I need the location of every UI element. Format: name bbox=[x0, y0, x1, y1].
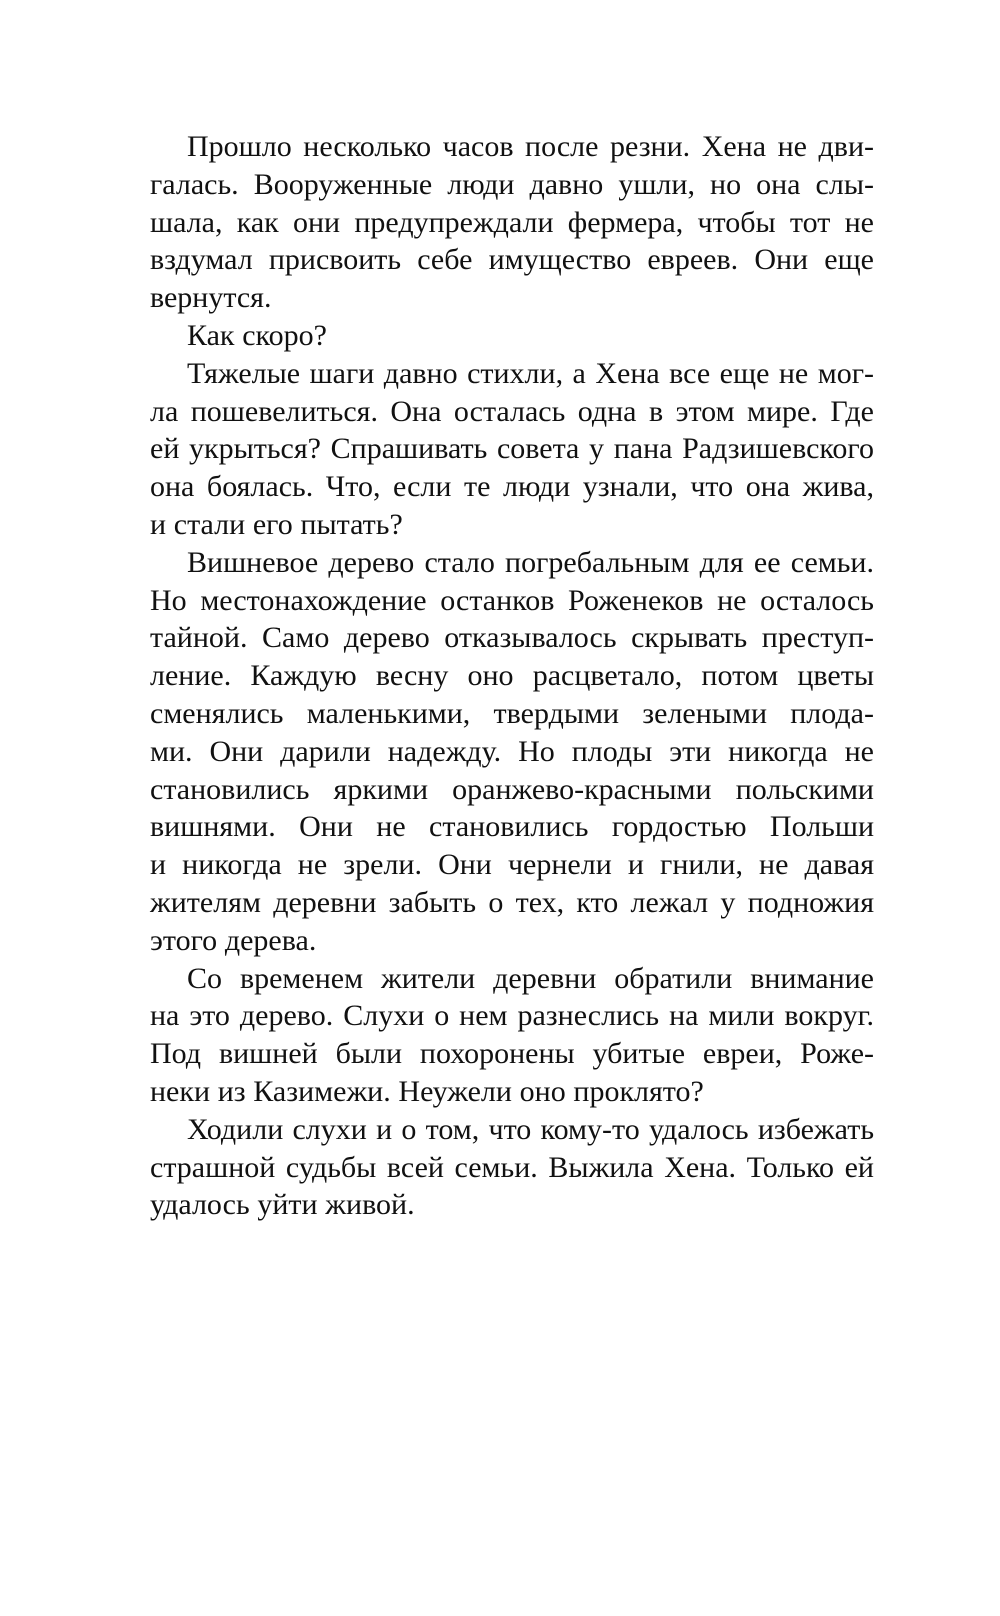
text-line: Но местонахождение останков Роженеков не осталось bbox=[150, 583, 874, 617]
text-line: вернутся. bbox=[150, 281, 272, 315]
text-line: Ходили слухи и о том, что кому-то удалось избежать bbox=[187, 1112, 874, 1146]
text-line: вздумал присвоить себе имущество евреев. Они еще bbox=[150, 243, 874, 277]
body-text bbox=[150, 128, 874, 1224]
text-line: вишнями. Они не становились гордостью Польши bbox=[150, 810, 874, 844]
text-line: ей укрыться? Спрашивать совета у пана Радзишевского bbox=[150, 432, 874, 466]
text-line: Прошло несколько часов после резни. Хена не дви- bbox=[187, 130, 874, 163]
paragraph bbox=[150, 544, 874, 960]
text-line: и никогда не зрели. Они чернели и гнили, не давая bbox=[150, 848, 874, 882]
paragraph bbox=[150, 355, 874, 544]
text-line: ми. Они дарили надежду. Но плоды эти никогда не bbox=[150, 734, 874, 768]
text-line: шала, как они предупреждали фермера, чтобы тот не bbox=[150, 205, 874, 239]
text-line: Под вишней были похоронены убитые евреи, Роже- bbox=[150, 1037, 874, 1071]
text-line: этого дерева. bbox=[150, 923, 317, 957]
paragraph bbox=[150, 128, 874, 317]
text-line: галась. Вооруженные люди давно ушли, но она слы- bbox=[150, 167, 874, 201]
text-line: на это дерево. Слухи о нем разнеслись на мили вокруг. bbox=[150, 999, 874, 1033]
text-line: она боялась. Что, если те люди узнали, что она жива, bbox=[150, 470, 874, 504]
text-line: Со временем жители деревни обратили внимание bbox=[187, 961, 874, 995]
text-line: страшной судьбы всей семьи. Выжила Хена. Только ей bbox=[150, 1150, 874, 1184]
text-line: жителям деревни забыть о тех, кто лежал у подножия bbox=[150, 885, 874, 919]
text-line: и стали его пытать? bbox=[150, 507, 403, 541]
text-line: становились яркими оранжево-красными польскими bbox=[150, 772, 874, 806]
text-line: удалось уйти живой. bbox=[150, 1188, 415, 1222]
paragraph bbox=[150, 1111, 874, 1224]
text-line: ление. Каждую весну оно расцветало, потом цветы bbox=[150, 659, 874, 693]
text-line: Вишневое дерево стало погребальным для ее семьи. bbox=[187, 545, 874, 579]
text-line: сменялись маленькими, твердыми зелеными плода- bbox=[150, 696, 874, 730]
text-line: тайной. Само дерево отказывалось скрывать преступ- bbox=[150, 621, 874, 655]
text-line: ла пошевелиться. Она осталась одна в этом мире. Где bbox=[150, 394, 874, 428]
paragraph bbox=[150, 317, 874, 355]
text-line: Тяжелые шаги давно стихли, а Хена все еще не мог- bbox=[187, 356, 874, 390]
text-line: Как скоро? bbox=[187, 318, 327, 352]
text-line: неки из Казимежи. Неужели оно проклято? bbox=[150, 1074, 704, 1108]
paragraph bbox=[150, 960, 874, 1111]
